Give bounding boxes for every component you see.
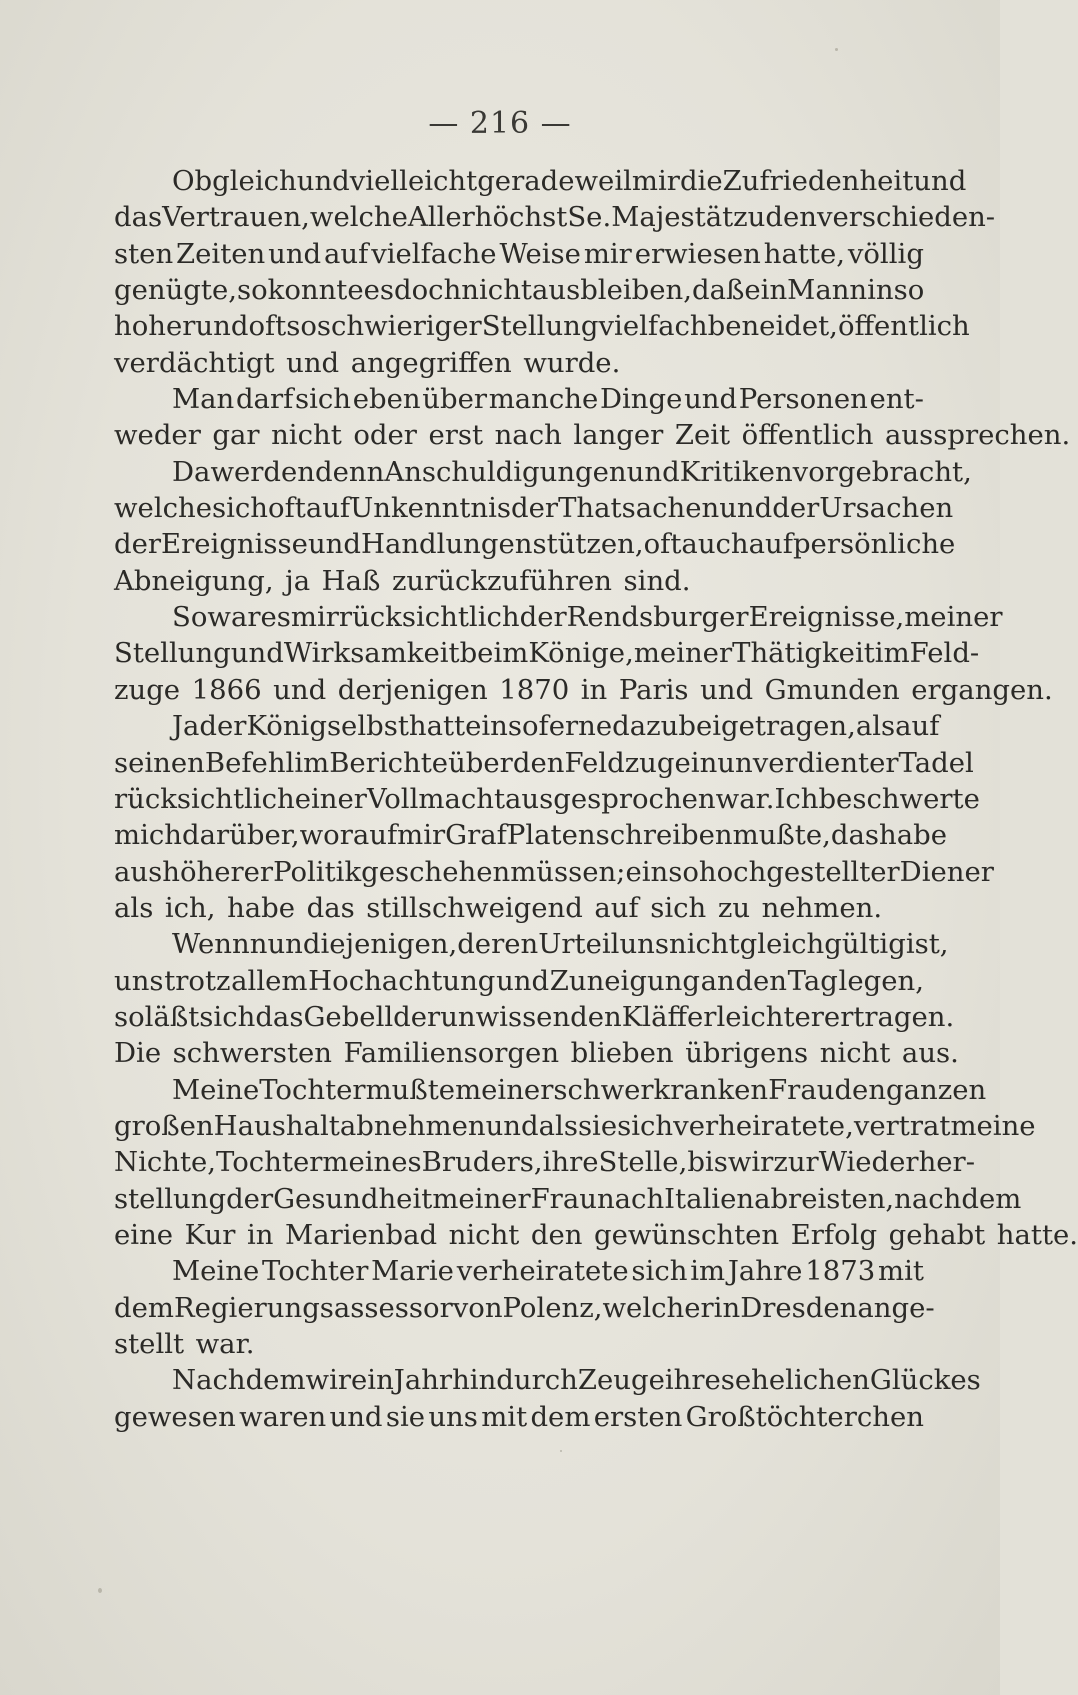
text-line: mich darüber, worauf mir Graf Platen schreiben mußte, das habe: [114, 819, 947, 852]
text-line: Obgleich und vielleicht gerade weil mir die Zufriedenheit und: [172, 165, 967, 197]
text-line: Da werden denn Anschuldigungen und Kritiken vorgebracht,: [172, 455, 972, 488]
text-line: hoher und oft so schwieriger Stellung vielfach beneidet, öffentlich: [114, 310, 970, 343]
text-line: genügte, so konnte es doch nicht ausbleiben, daß ein Mann in so: [114, 274, 925, 307]
text-line: das Vertrauen, welche Allerhöchst Se. Majestät zu den verschieden-: [114, 201, 996, 234]
body-text: [114, 163, 1078, 1435]
page-number: — 216 —: [428, 106, 572, 141]
text-line: seinen Befehl im Berichte über den Feldzug ein unverdienter Tadel: [114, 746, 974, 779]
text-line: dem Regierungsassessor von Polenz, welcher in Dresden ange-: [114, 1291, 935, 1324]
text-line: Man darf sich eben über manche Dinge und Personen ent-: [172, 383, 924, 416]
text-line: sten Zeiten und auf vielfache Weise mir erwiesen hatte, völlig: [114, 237, 924, 270]
text-line: eine Kur in Marienbad nicht den gewünschten Erfolg gehabt hatte.: [114, 1218, 1078, 1251]
text-line: weder gar nicht oder erst nach langer Zeit öffentlich aussprechen.: [114, 419, 1071, 452]
text-line: uns trotz allem Hochachtung und Zuneigung an den Tag legen,: [114, 964, 924, 997]
text-line: Wenn nun diejenigen, deren Urteil uns nicht gleichgültig ist,: [172, 928, 949, 961]
text-line: stellt war.: [114, 1328, 255, 1360]
paper-speck: [560, 1450, 562, 1452]
paper-speck: [835, 48, 838, 51]
text-line: verdächtigt und angegriffen wurde.: [114, 346, 621, 379]
text-line: rücksichtlich einer Vollmacht ausgesprochen war. Ich beschwerte: [114, 782, 980, 815]
text-line: zuge 1866 und derjenigen 1870 in Paris und Gmunden ergangen.: [114, 673, 1053, 706]
text-line: stellung der Gesundheit meiner Frau nach Italien abreisten, nachdem: [114, 1182, 1022, 1215]
text-line: gewesen waren und sie uns mit dem ersten Großtöchterchen: [114, 1400, 924, 1433]
text-line: Nichte, Tochter meines Bruders, ihre Stelle, bis wir zur Wiederher-: [114, 1146, 975, 1179]
text-line: Ja der König selbst hatte insoferne dazu beigetragen, als auf: [172, 710, 940, 743]
text-line: welche sich oft auf Unkenntnis der Thatsachen und der Ursachen: [114, 492, 954, 525]
text-line: Meine Tochter mußte meiner schwerkranken Frau den ganzen: [172, 1073, 987, 1106]
paper-speck: [98, 1588, 102, 1593]
text-line: der Ereignisse und Handlungen stützen, oft auch auf persönliche: [114, 528, 956, 561]
text-line: aus höherer Politik geschehen müssen; ein so hochgestellter Diener: [114, 855, 994, 888]
text-line: so läßt sich das Gebell der unwissenden Kläffer leichter ertragen.: [114, 1000, 955, 1033]
text-line: Abneigung, ja Haß zurückzuführen sind.: [114, 564, 691, 597]
text-line: als ich, habe das stillschweigend auf sich zu nehmen.: [114, 891, 883, 924]
text-line: Stellung und Wirksamkeit beim Könige, meiner Thätigkeit im Feld-: [114, 637, 980, 670]
text-line: Meine Tochter Marie verheiratete sich im Jahre 1873 mit: [172, 1255, 924, 1288]
text-line: Nachdem wir ein Jahr hindurch Zeuge ihres ehelichen Glückes: [172, 1364, 981, 1397]
text-line: So war es mir rücksichtlich der Rendsburger Ereignisse, meiner: [172, 601, 1003, 634]
text-line: großen Haushalt abnehmen und als sie sich verheiratete, vertrat meine: [114, 1109, 1036, 1142]
text-line: Die schwersten Familiensorgen blieben übrigens nicht aus.: [114, 1037, 959, 1070]
